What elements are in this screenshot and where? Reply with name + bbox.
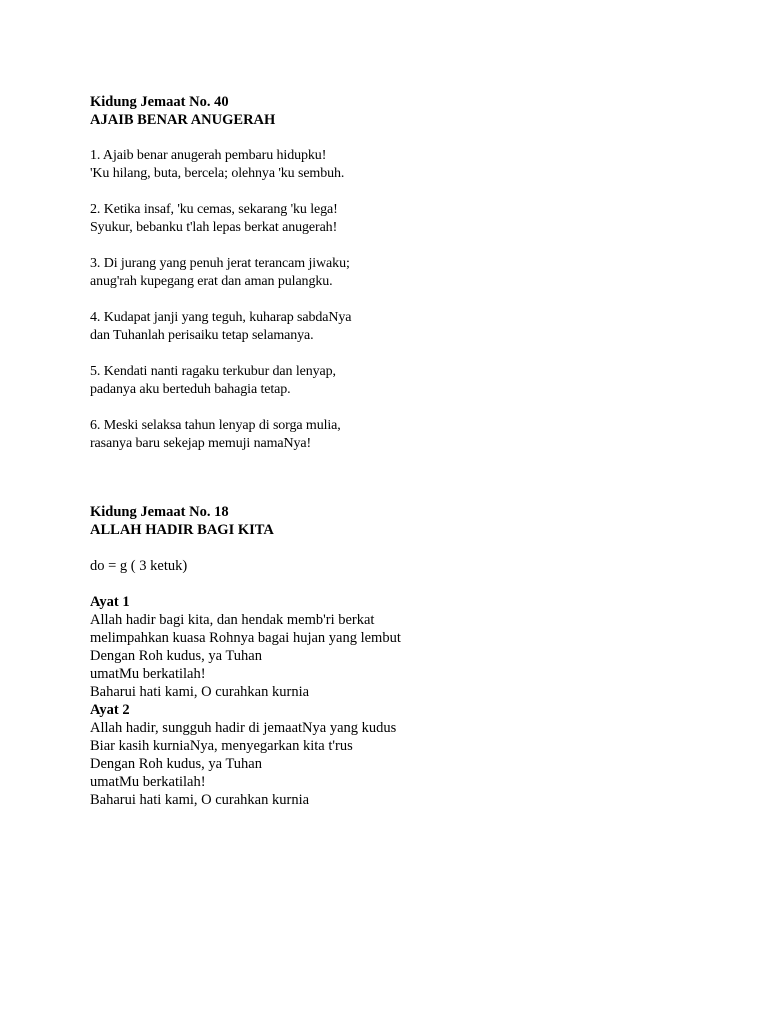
stanza-label: Ayat 1 [90,594,130,610]
verse-line: dan Tuhanlah perisaiku tetap selamanya. [90,328,314,343]
song-kj-18 [90,503,710,809]
verse-line: Syukur, bebanku t'lah lepas berkat anugerah! [90,220,338,235]
song-heading: Kidung Jemaat No. 18 [90,504,229,520]
stanza-line: Biar kasih kurniaNya, menyegarkan kita t'rus [90,738,353,754]
verse-line: 2. Ketika insaf, 'ku cemas, sekarang 'ku lega! [90,202,338,217]
stanza-line: Baharui hati kami, O curahkan kurnia [90,792,310,808]
verse-line: anug'rah kupegang erat dan aman pulangku. [90,274,333,289]
stanza-line: umatMu berkatilah! [90,774,206,790]
stanza-line: Baharui hati kami, O curahkan kurnia [90,684,310,700]
stanza-line: Dengan Roh kudus, ya Tuhan [90,648,262,664]
song-kj-40 [90,93,710,453]
verse-line: 6. Meski selaksa tahun lenyap di sorga mulia, [90,418,341,433]
verse-line: 'Ku hilang, buta, bercela; olehnya 'ku sembuh. [90,166,345,181]
stanza-line: melimpahkan kuasa Rohnya bagai hujan yang lembut [90,630,401,646]
stanza-label: Ayat 2 [90,702,130,718]
verse-line: rasanya baru sekejap memuji namaNya! [90,436,312,451]
verse-line: 4. Kudapat janji yang teguh, kuharap sabdaNya [90,310,352,325]
verse-line: 5. Kendati nanti ragaku terkubur dan lenyap, [90,364,336,379]
song-title: ALLAH HADIR BAGI KITA [90,522,274,538]
stanza-line: Allah hadir, sungguh hadir di jemaatNya yang kudus [90,720,397,736]
song-heading: Kidung Jemaat No. 40 [90,94,229,110]
stanza-line: Dengan Roh kudus, ya Tuhan [90,756,262,772]
stanza-line: umatMu berkatilah! [90,666,206,682]
stanza-line: Allah hadir bagi kita, dan hendak memb'ri berkat [90,612,375,628]
verse-line: 1. Ajaib benar anugerah pembaru hidupku! [90,148,327,163]
song-key: do = g ( 3 ketuk) [90,558,188,574]
song-title: AJAIB BENAR ANUGERAH [90,112,276,128]
verse-line: 3. Di jurang yang penuh jerat terancam jiwaku; [90,256,350,271]
verse-line: padanya aku berteduh bahagia tetap. [90,382,291,397]
